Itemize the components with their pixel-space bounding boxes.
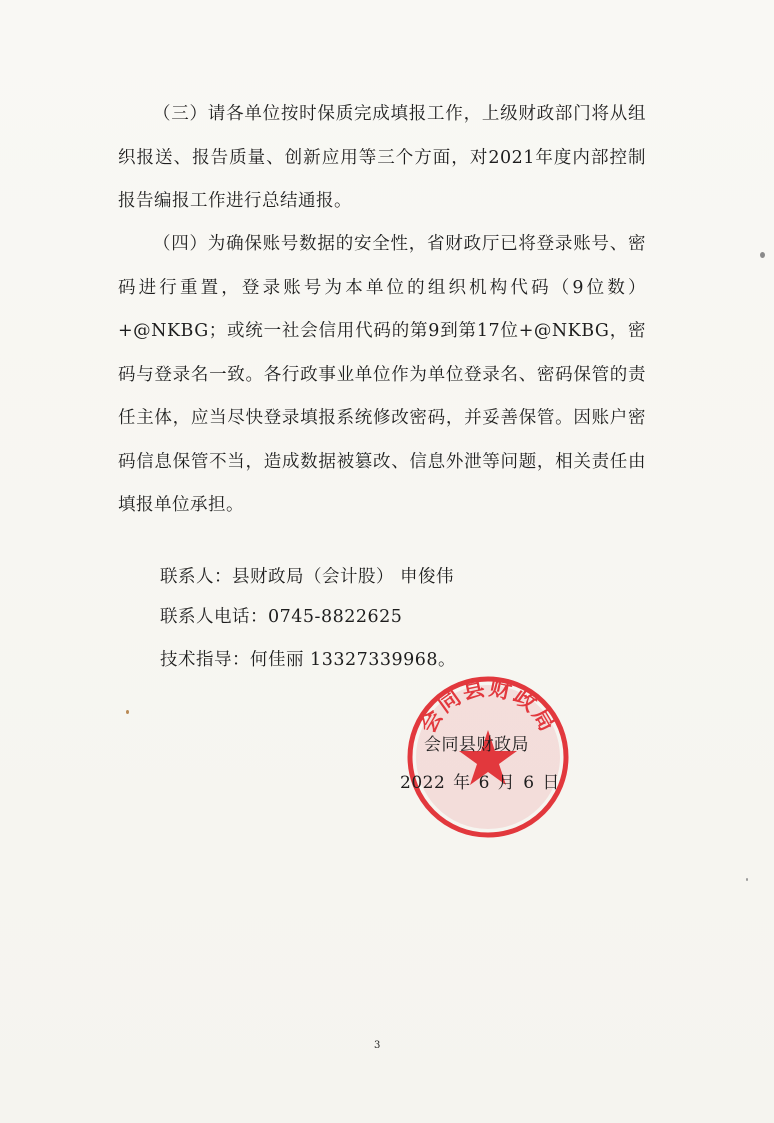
svg-text:会同县财政局: 会同县财政局 [415,675,561,738]
paragraph-four: （四）为确保账号数据的安全性，省财政厅已将登录账号、密码进行重置，登录账号为本单位的组织机构代码（9位数）+@NKBG；或统一社会信用代码的第9到第17位+@NKBG，密码与登录名一致。各行政事业单位作为单位登录名、密码保管的责任主体，应当尽快登录填报系统修改密码，并妥善保管。因账户密码信息保管不当，造成数据被篡改、信息外泄等问题，相关责任由填报单位承担。 [118,234,646,515]
page-number: 3 [374,1040,381,1051]
signature-organization: 会同县财政局 [424,735,529,755]
paper-speck [746,878,748,881]
paper-speck [126,710,129,714]
tech-guide: 技术指导：何佳丽 13327339968。 [160,650,457,670]
paper-speck [760,252,765,258]
paragraph-three: （三）请各单位按时保质完成填报工作，上级财政部门将从组织报送、报告质量、创新应用等三个方面，对2021年度内部控制报告编报工作进行总结通报。 [118,104,646,211]
signature-date: 2022 年 6 月 6 日 [400,773,560,793]
contact-phone: 联系人电话：0745-8822625 [160,607,403,627]
official-seal-icon [403,672,573,842]
contact-person: 联系人：县财政局（会计股） 申俊伟 [160,567,455,587]
